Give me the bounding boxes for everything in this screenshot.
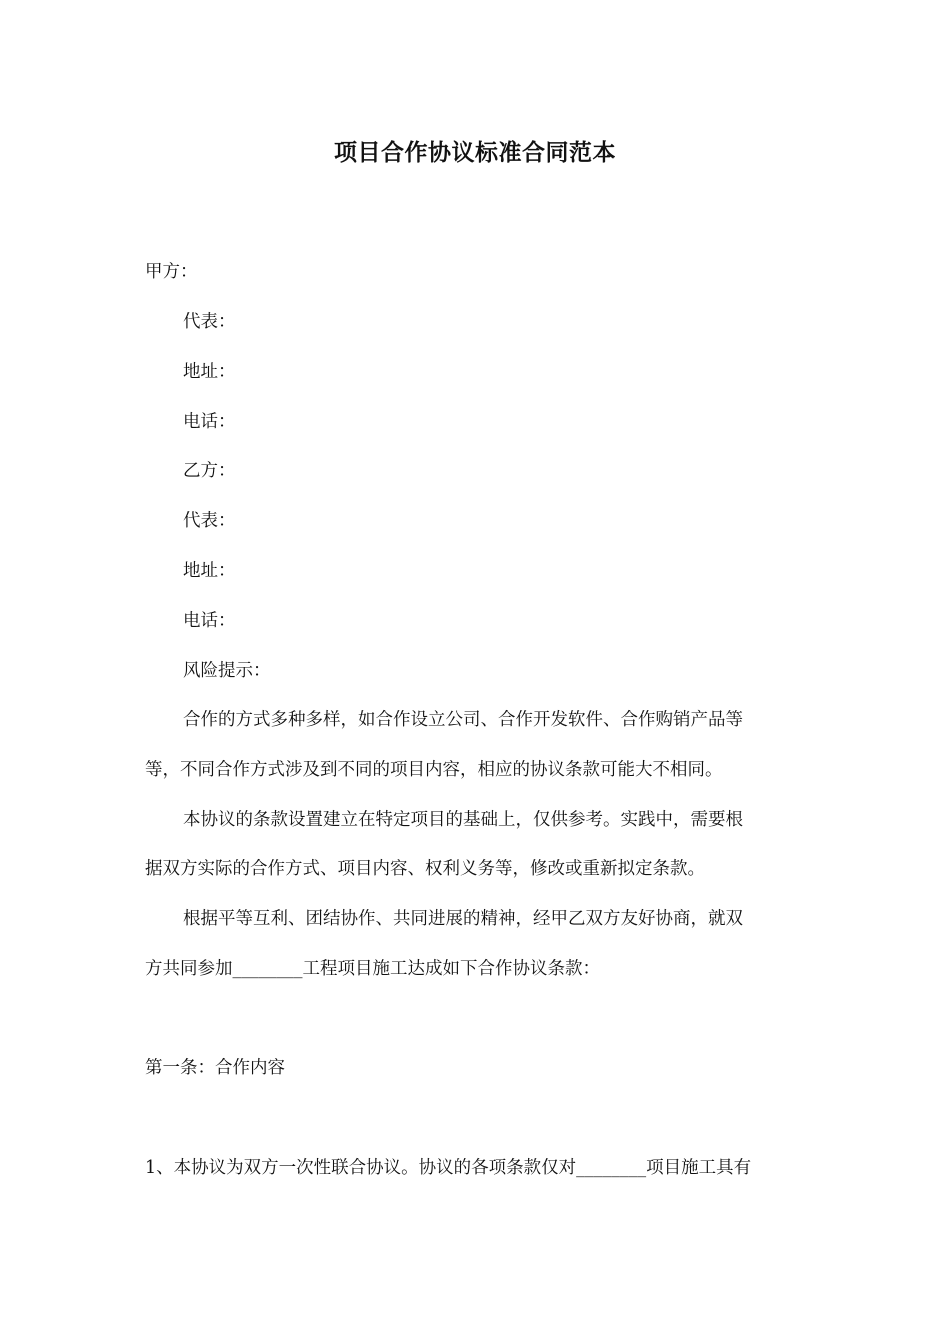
party-b-address: 地址： <box>183 561 236 581</box>
party-a-representative: 代表： <box>183 312 236 332</box>
risk-paragraph-1-line-1: 合作的方式多种多样，如合作设立公司、合作开发软件、合作购销产品等 <box>183 710 743 730</box>
preamble-line-2: 方共同参加________工程项目施工达成如下合作协议条款： <box>145 959 600 979</box>
party-b-label: 乙方： <box>183 461 236 481</box>
risk-notice-label: 风险提示： <box>183 661 271 681</box>
preamble-line-1: 根据平等互利、团结协作、共同进展的精神，经甲乙双方友好协商，就双 <box>183 909 743 929</box>
document-title: 项目合作协议标准合同范本 <box>334 140 616 166</box>
party-a-phone: 电话： <box>183 412 236 432</box>
party-a-address: 地址： <box>183 362 236 382</box>
risk-paragraph-2-line-2: 据双方实际的合作方式、项目内容、权利义务等，修改或重新拟定条款。 <box>145 859 705 879</box>
risk-paragraph-2-line-1: 本协议的条款设置建立在特定项目的基础上，仅供参考。实践中，需要根 <box>183 810 743 830</box>
risk-paragraph-1-line-2: 等，不同合作方式涉及到不同的项目内容，相应的协议条款可能大不相同。 <box>145 760 723 780</box>
party-b-phone: 电话： <box>183 611 236 631</box>
party-a-label: 甲方： <box>145 262 198 282</box>
article-1-heading: 第一条：合作内容 <box>145 1058 285 1078</box>
article-1-item-1: 1、本协议为双方一次性联合协议。协议的各项条款仅对________项目施工具有 <box>145 1158 752 1178</box>
party-b-representative: 代表： <box>183 511 236 531</box>
